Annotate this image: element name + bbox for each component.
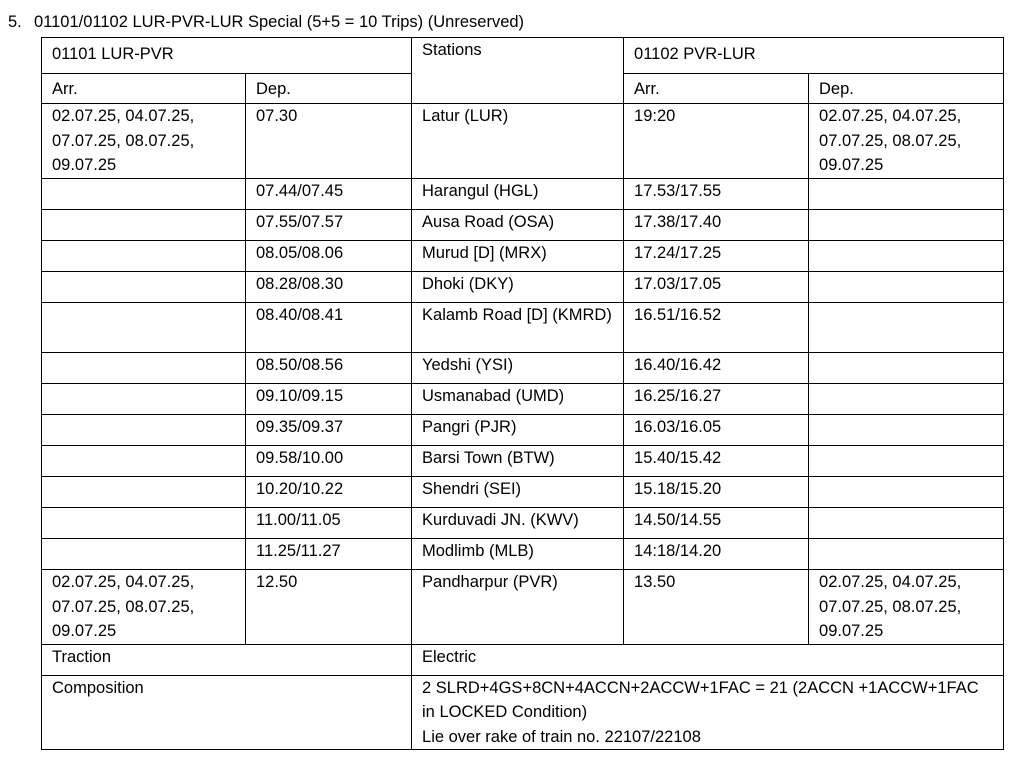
left-arr-cell	[42, 508, 246, 539]
left-dep-cell: 08.28/08.30	[246, 272, 412, 303]
left-arr-cell	[42, 415, 246, 446]
left-dep-cell: 11.00/11.05	[246, 508, 412, 539]
station-cell: Usmanabad (UMD)	[412, 384, 624, 415]
left-arr-cell	[42, 179, 246, 210]
right-dep-cell	[809, 446, 1004, 477]
station-row	[42, 415, 1004, 446]
left-dep-cell: 11.25/11.27	[246, 539, 412, 570]
right-arr-cell: 16.51/16.52	[624, 303, 809, 353]
traction-row	[42, 644, 1004, 675]
station-cell: Kalamb Road [D] (KMRD)	[412, 303, 624, 353]
station-cell: Harangul (HGL)	[412, 179, 624, 210]
station-row	[42, 384, 1004, 415]
left-dep-cell: 08.05/08.06	[246, 241, 412, 272]
right-arr-cell: 14:18/14.20	[624, 539, 809, 570]
left-dep-cell: 09.10/09.15	[246, 384, 412, 415]
left-dep-cell: 10.20/10.22	[246, 477, 412, 508]
section-heading	[8, 11, 524, 33]
station-cell: Barsi Town (BTW)	[412, 446, 624, 477]
right-arr-cell: 16.03/16.05	[624, 415, 809, 446]
left-arr-cell	[42, 272, 246, 303]
left-dep-cell: 08.40/08.41	[246, 303, 412, 353]
right-dep-cell	[809, 508, 1004, 539]
left-dep-cell: 07.44/07.45	[246, 179, 412, 210]
right-arr-header: Arr.	[624, 74, 809, 104]
station-row	[42, 303, 1004, 353]
left-arr-cell	[42, 303, 246, 353]
station-cell: Shendri (SEI)	[412, 477, 624, 508]
section-number: 5.	[8, 13, 22, 31]
section-title: 01101/01102 LUR-PVR-LUR Special (5+5 = 10 Trips) (Unreserved)	[34, 13, 525, 31]
right-arr-cell: 14.50/14.55	[624, 508, 809, 539]
train-header-row	[42, 38, 1004, 74]
composition-rake-note: Lie over rake of train no. 22107/22108	[422, 727, 701, 746]
station-cell: Pandharpur (PVR)	[412, 570, 624, 645]
station-row	[42, 210, 1004, 241]
right-dep-cell	[809, 415, 1004, 446]
station-cell: Murud [D] (MRX)	[412, 241, 624, 272]
left-arr-cell	[42, 446, 246, 477]
right-dep-cell	[809, 272, 1004, 303]
right-dep-cell	[809, 384, 1004, 415]
station-cell: Modlimb (MLB)	[412, 539, 624, 570]
right-arr-cell: 17.03/17.05	[624, 272, 809, 303]
right-arr-cell: 16.40/16.42	[624, 353, 809, 384]
station-row	[42, 570, 1004, 645]
station-row	[42, 353, 1004, 384]
right-dep-cell: 02.07.25, 04.07.25, 07.07.25, 08.07.25, 09.07.25	[809, 570, 1004, 645]
right-arr-cell: 15.18/15.20	[624, 477, 809, 508]
left-arr-cell	[42, 477, 246, 508]
right-dep-cell	[809, 210, 1004, 241]
station-cell: Pangri (PJR)	[412, 415, 624, 446]
right-arr-cell: 15.40/15.42	[624, 446, 809, 477]
left-arr-cell: 02.07.25, 04.07.25, 07.07.25, 08.07.25, 09.07.25	[42, 570, 246, 645]
left-dep-cell: 08.50/08.56	[246, 353, 412, 384]
left-arr-cell	[42, 539, 246, 570]
right-train-header: 01102 PVR-LUR	[624, 38, 1004, 74]
composition-value	[412, 675, 1004, 750]
right-dep-cell: 02.07.25, 04.07.25, 07.07.25, 08.07.25, 09.07.25	[809, 104, 1004, 179]
right-arr-cell: 16.25/16.27	[624, 384, 809, 415]
station-cell: Kurduvadi JN. (KWV)	[412, 508, 624, 539]
station-row	[42, 477, 1004, 508]
left-dep-header: Dep.	[246, 74, 412, 104]
right-dep-cell	[809, 179, 1004, 210]
right-arr-cell: 17.24/17.25	[624, 241, 809, 272]
left-dep-cell: 07.30	[246, 104, 412, 179]
traction-value: Electric	[412, 644, 1004, 675]
right-dep-cell	[809, 303, 1004, 353]
right-dep-header: Dep.	[809, 74, 1004, 104]
left-arr-cell	[42, 210, 246, 241]
station-row	[42, 446, 1004, 477]
station-cell: Yedshi (YSI)	[412, 353, 624, 384]
right-arr-cell: 17.53/17.55	[624, 179, 809, 210]
station-cell: Latur (LUR)	[412, 104, 624, 179]
right-arr-cell: 13.50	[624, 570, 809, 645]
station-row	[42, 508, 1004, 539]
timetable	[41, 37, 1004, 750]
left-dep-cell: 09.35/09.37	[246, 415, 412, 446]
right-dep-cell	[809, 353, 1004, 384]
station-row	[42, 539, 1004, 570]
left-dep-cell: 09.58/10.00	[246, 446, 412, 477]
right-dep-cell	[809, 241, 1004, 272]
left-train-header: 01101 LUR-PVR	[42, 38, 412, 74]
left-arr-cell: 02.07.25, 04.07.25, 07.07.25, 08.07.25, 09.07.25	[42, 104, 246, 179]
left-arr-header: Arr.	[42, 74, 246, 104]
composition-row	[42, 675, 1004, 750]
left-dep-cell: 12.50	[246, 570, 412, 645]
station-cell: Dhoki (DKY)	[412, 272, 624, 303]
composition-label: Composition	[42, 675, 412, 750]
station-row	[42, 272, 1004, 303]
right-arr-cell: 19:20	[624, 104, 809, 179]
station-row	[42, 241, 1004, 272]
station-cell: Ausa Road (OSA)	[412, 210, 624, 241]
right-arr-cell: 17.38/17.40	[624, 210, 809, 241]
station-row	[42, 179, 1004, 210]
right-dep-cell	[809, 477, 1004, 508]
composition-detail: 2 SLRD+4GS+8CN+4ACCN+2ACCW+1FAC = 21 (2ACCN +1ACCW+1FAC in LOCKED Condition)	[422, 678, 979, 721]
left-arr-cell	[42, 241, 246, 272]
traction-label: Traction	[42, 644, 412, 675]
left-arr-cell	[42, 384, 246, 415]
station-row	[42, 104, 1004, 179]
left-dep-cell: 07.55/07.57	[246, 210, 412, 241]
right-dep-cell	[809, 539, 1004, 570]
stations-header: Stations	[412, 38, 624, 104]
left-arr-cell	[42, 353, 246, 384]
